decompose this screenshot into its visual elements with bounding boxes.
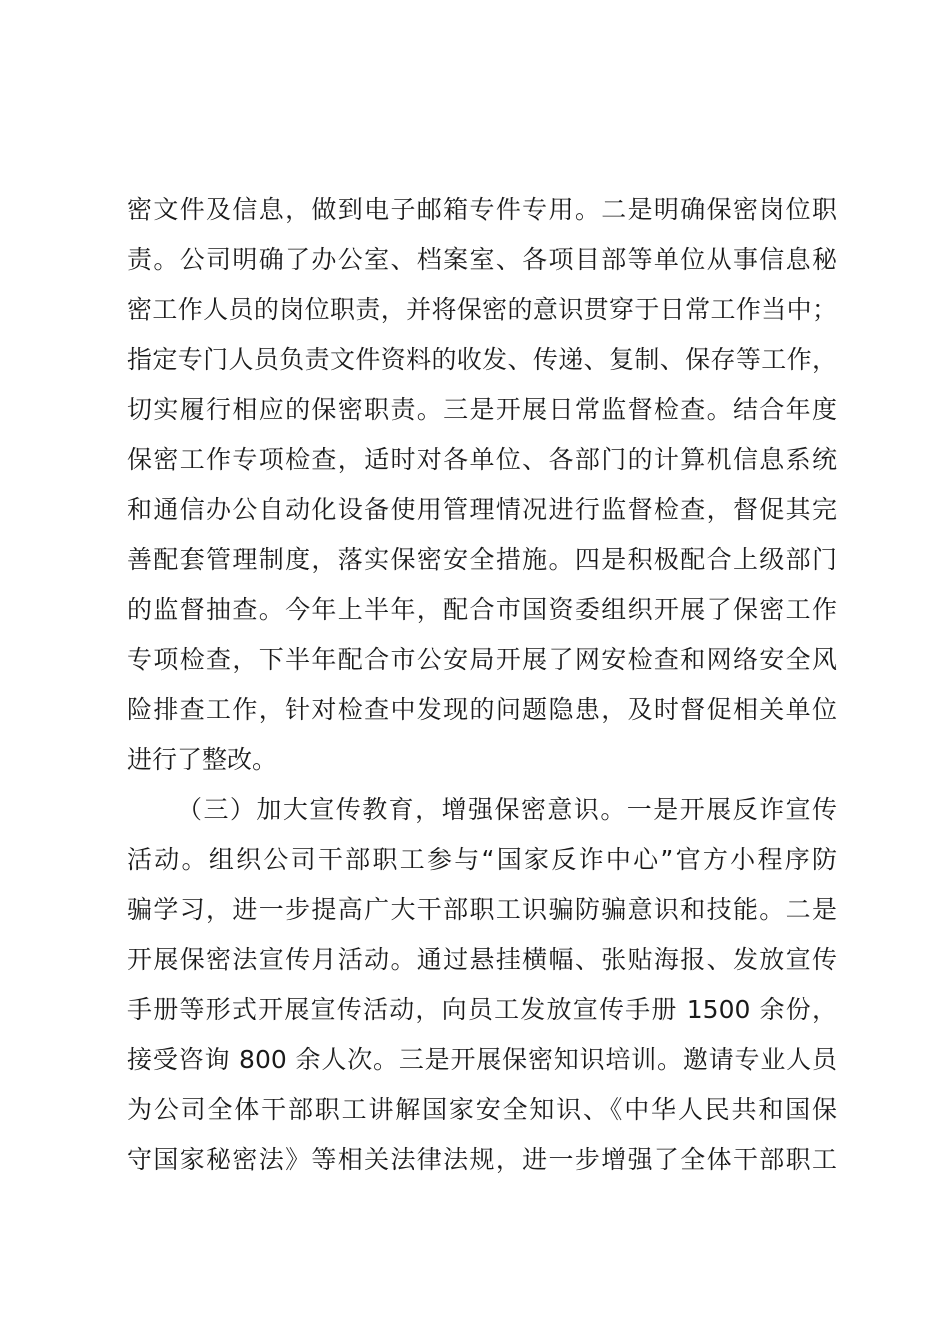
text-line: 责。公司明确了办公室、档案室、各项目部等单位从事信息秘 bbox=[127, 245, 837, 274]
text-line: 活动。组织公司干部职工参与“国家反诈中心”官方小程序防 bbox=[127, 845, 837, 874]
body-text bbox=[127, 185, 837, 1185]
text-line: 和通信办公自动化设备使用管理情况进行监督检查，督促其完 bbox=[127, 495, 837, 524]
text-line: 骗学习，进一步提高广大干部职工识骗防骗意识和技能。二是 bbox=[127, 895, 837, 924]
text-line: 开展保密法宣传月活动。通过悬挂横幅、张贴海报、发放宣传 bbox=[127, 945, 837, 974]
text-line: 险排查工作，针对检查中发现的问题隐患，及时督促相关单位 bbox=[127, 695, 837, 724]
text-line: 为公司全体干部职工讲解国家安全知识、《中华人民共和国保 bbox=[127, 1095, 837, 1124]
text-line: 手册等形式开展宣传活动，向员工发放宣传手册 1500 余份， bbox=[127, 995, 837, 1024]
text-line: 善配套管理制度，落实保密安全措施。四是积极配合上级部门 bbox=[127, 545, 837, 574]
text-line: 的监督抽查。今年上半年，配合市国资委组织开展了保密工作 bbox=[127, 595, 837, 624]
text-line: 密文件及信息，做到电子邮箱专件专用。二是明确保密岗位职 bbox=[127, 195, 837, 224]
text-line: 保密工作专项检查，适时对各单位、各部门的计算机信息系统 bbox=[127, 445, 837, 474]
section-heading-line: （三）加大宣传教育，增强保密意识。一是开展反诈宣传 bbox=[177, 795, 837, 824]
text-line: 密工作人员的岗位职责，并将保密的意识贯穿于日常工作当中； bbox=[127, 295, 837, 324]
text-line: 守国家秘密法》等相关法律法规，进一步增强了全体干部职工 bbox=[127, 1145, 837, 1174]
paragraph-last-line: 进行了整改。 bbox=[127, 745, 278, 774]
text-line: 指定专门人员负责文件资料的收发、传递、复制、保存等工作， bbox=[127, 345, 837, 374]
text-line: 接受咨询 800 余人次。三是开展保密知识培训。邀请专业人员 bbox=[127, 1045, 837, 1074]
text-line: 切实履行相应的保密职责。三是开展日常监督检查。结合年度 bbox=[127, 395, 837, 424]
text-line: 专项检查，下半年配合市公安局开展了网安检查和网络安全风 bbox=[127, 645, 837, 674]
